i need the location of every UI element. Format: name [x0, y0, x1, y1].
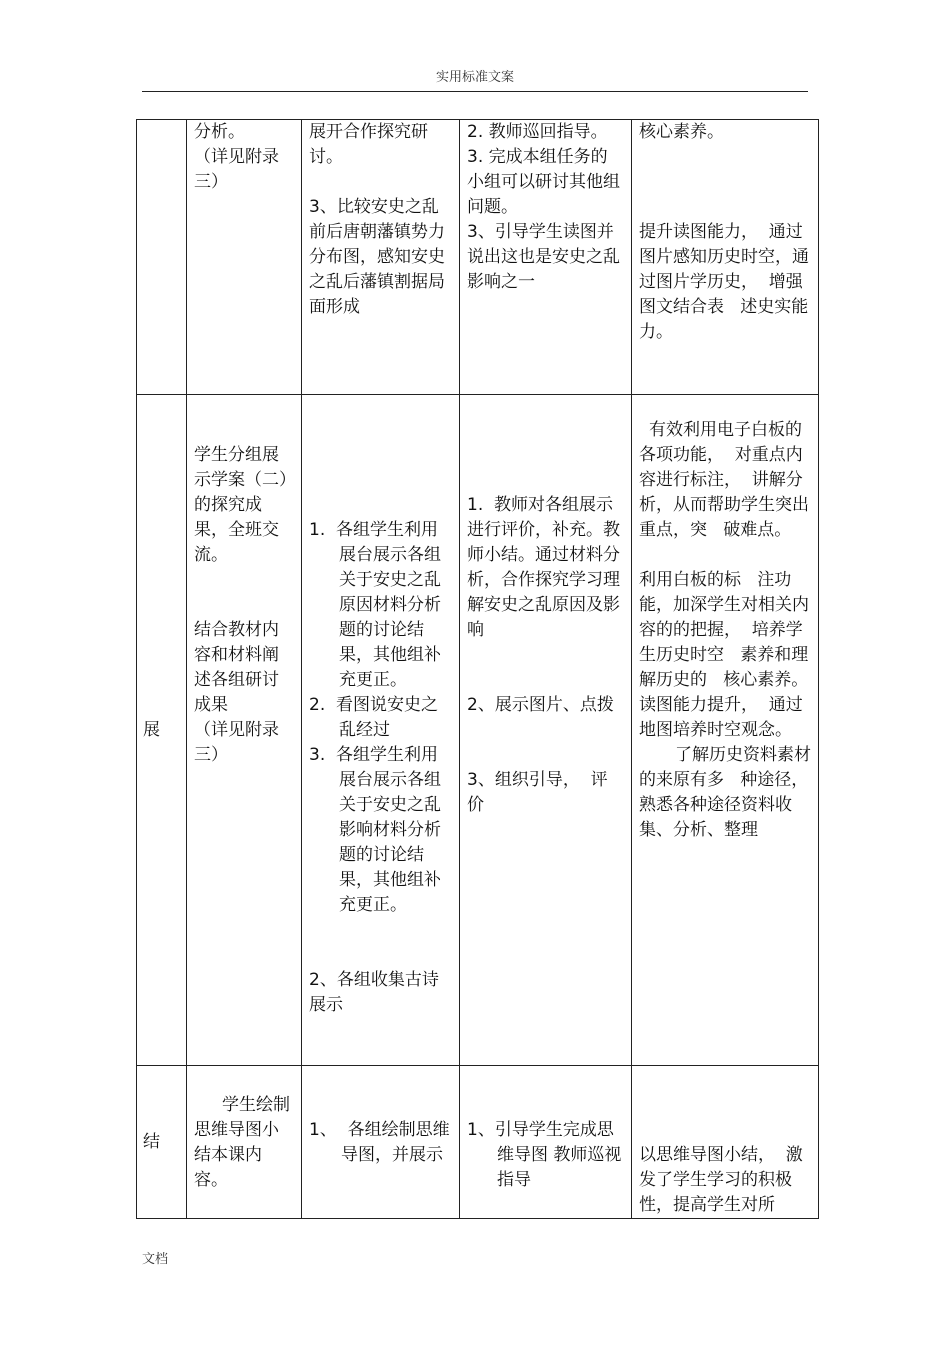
student-task-cell	[302, 120, 460, 395]
design-intent-cell	[632, 120, 819, 395]
design-intent-cell	[632, 395, 819, 1066]
student-activity-cell	[187, 1066, 307, 1219]
cell-text: 学生分组展示学案（二）的探究成果，全班交流。	[194, 445, 288, 565]
student-activity-cell	[187, 395, 302, 1066]
page-header: 实用标准文案	[435, 70, 514, 85]
cell-text: 读图能力提升， 通过地图培养时空观念。	[639, 695, 803, 740]
teacher-activity-cell	[460, 395, 632, 1066]
cell-text: 展开合作探究研讨。	[309, 122, 428, 167]
cell-text: （详见附录三）	[194, 147, 279, 192]
student-task-cell	[302, 1066, 460, 1219]
cell-text: 3、比较安史之乱前后唐朝藩镇势力分布图，感知安史之乱后藩镇割据局面形成	[309, 197, 445, 317]
student-activity-cell	[187, 120, 302, 395]
cell-text: 3. 各组学生利用展台展示各组关于安史之乱影响材料分析题的讨论结果，其他组补充更正。	[309, 745, 441, 915]
cell-text: 了解历史资料素材的来原有多 种途径，熟悉各种途径资料收集、分析、整理	[639, 745, 811, 840]
stage-cell: 展	[137, 395, 187, 1066]
cell-text: 2、各组收集古诗展示	[309, 970, 439, 1015]
cell-text: 提升读图能力， 通过图片感知历史时空，通过图片学历史， 增强图文结合表 述史实能力。	[639, 222, 809, 342]
cell-text: 1. 各组学生利用展台展示各组关于安史之乱原因材料分析题的讨论结果，其他组补充更正。	[309, 520, 441, 690]
table-row	[137, 1066, 819, 1219]
cell-text: 3、组织引导， 评价	[467, 770, 608, 815]
cell-text: 以思维导图小结， 激发了学生学习的积极性，提高学生对所	[639, 1145, 803, 1215]
cell-text: 2. 看图说安史之乱经过	[309, 695, 439, 740]
cell-text: 1. 教师对各组展示进行评价，补充。教师小结。通过材料分析，合作探究学习理解安史之乱原因及影响	[467, 495, 620, 640]
header-rule	[142, 91, 808, 92]
cell-text: 结合教材内容和材料阐述各组研讨成果	[194, 620, 279, 715]
cell-text: 学生绘制 思维导图小结本课内容。	[194, 1095, 307, 1190]
cell-text: 1、 各组绘制思维导图，并展示	[309, 1120, 450, 1165]
cell-text: 3、引导学生读图并说出这也是安史之乱影响之一	[467, 222, 620, 292]
teacher-activity-cell	[460, 1066, 632, 1219]
student-task-cell	[302, 395, 460, 1066]
cell-text: （详见附录三）	[194, 720, 279, 765]
cell-text: 2、展示图片、点拨	[467, 695, 614, 715]
page-footer: 文档	[142, 1252, 169, 1267]
stage-cell: 结	[137, 1066, 187, 1219]
cell-text: 利用白板的标 注功能，加深学生对相关内容的的把握， 培养学生历史时空 素养和理解历史的 核心素养。	[639, 570, 809, 690]
lesson-plan-table	[136, 119, 819, 1219]
cell-text: 1、引导学生完成思维导图 教师巡视指导	[467, 1120, 622, 1190]
teacher-activity-cell	[460, 120, 632, 395]
cell-text: 2. 教师巡回指导。	[467, 122, 608, 142]
cell-text: 核心素养。	[639, 122, 724, 142]
design-intent-cell	[632, 1066, 819, 1219]
cell-text: 分析。	[194, 122, 245, 142]
table-row	[137, 395, 819, 1066]
stage-cell	[137, 120, 187, 395]
table-row	[137, 120, 819, 395]
cell-text: 3. 完成本组任务的小组可以研讨其他组问题。	[467, 147, 620, 217]
cell-text: 有效利用电子白板的各项功能， 对重点内容进行标注， 讲解分析，从而帮助学生突出重点，突 破难点。	[639, 420, 809, 540]
